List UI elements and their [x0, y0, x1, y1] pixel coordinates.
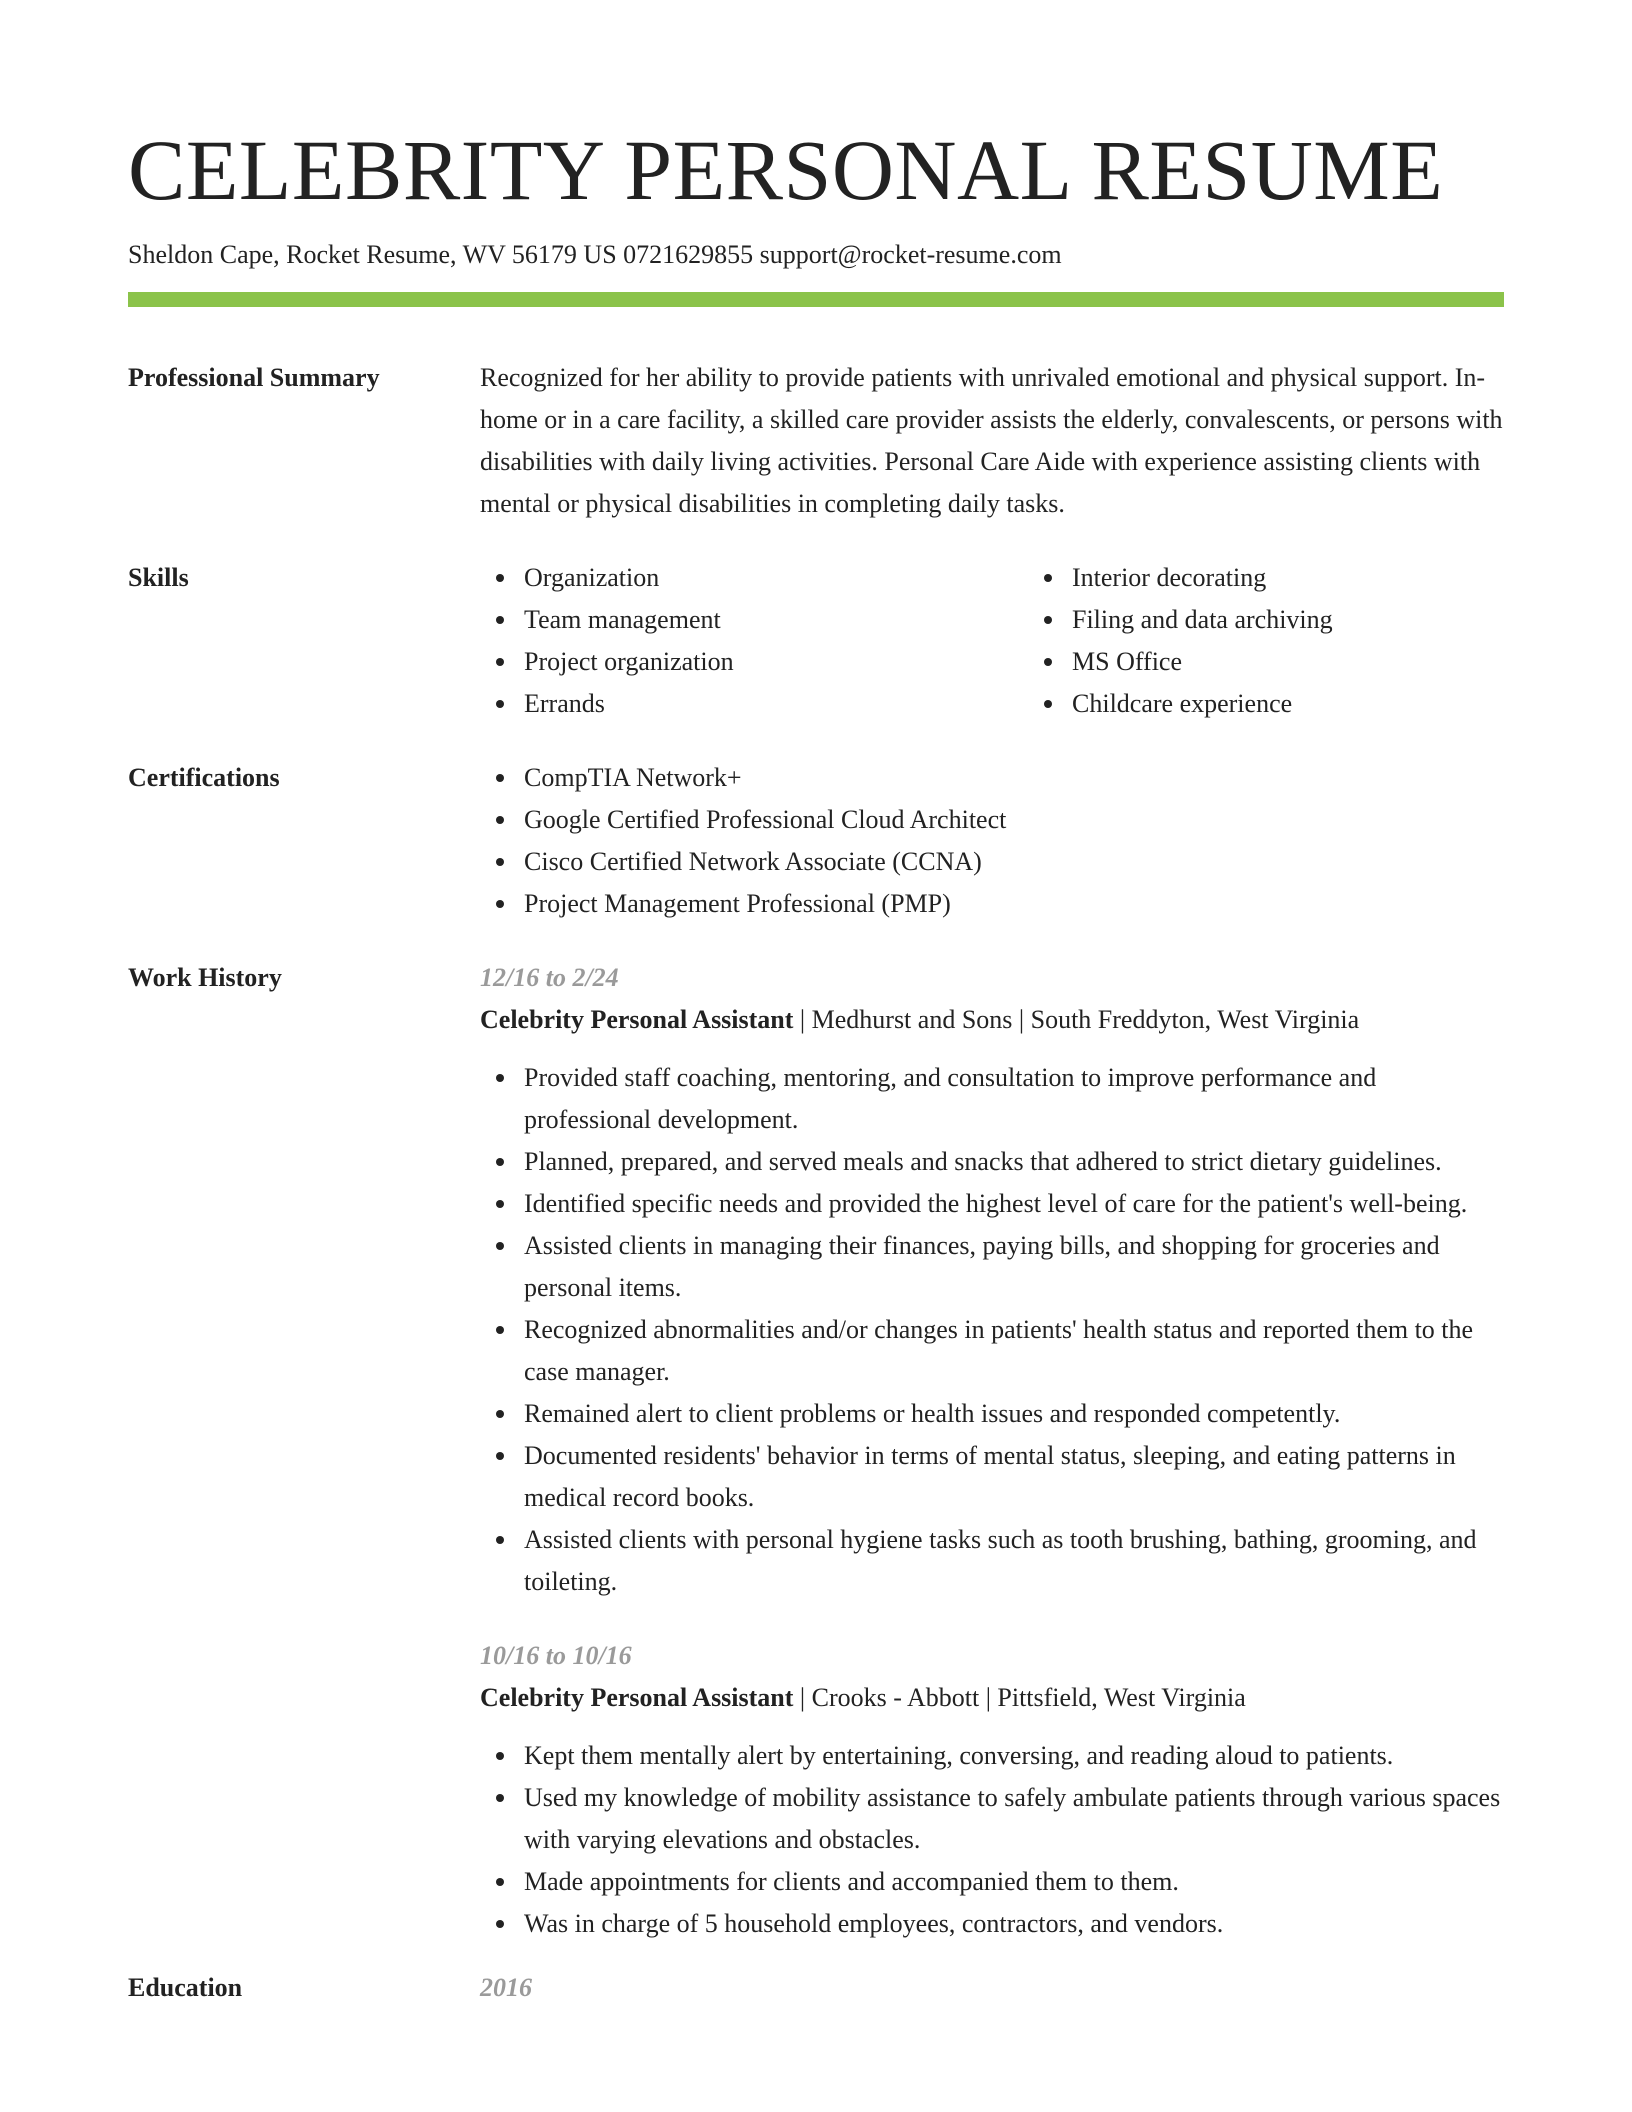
- summary-text: Recognized for her ability to provide patients with unrivaled emotional and physical support. In-home or in a care facility, a skilled care provider assists the elderly, convalescents, or persons with disabilities with daily living activities. Personal Care Aide with experience assisting clients with mental or physical disabilities in completing daily tasks.: [480, 363, 1503, 518]
- job-bullet: Was in charge of 5 household employees, contractors, and vendors.: [524, 1903, 1504, 1945]
- certification-item: CompTIA Network+: [524, 757, 1504, 799]
- section-label-skills: Skills: [128, 563, 189, 592]
- section-label-work-history: Work History: [128, 963, 282, 992]
- job-bullet: Used my knowledge of mobility assistance to safely ambulate patients through various spaces with varying elevations and obstacles.: [524, 1777, 1504, 1861]
- job-title: Celebrity Personal Assistant: [480, 1683, 794, 1712]
- job-bullet: Identified specific needs and provided the highest level of care for the patient's well-being.: [524, 1183, 1504, 1225]
- skill-item: Childcare experience: [1072, 683, 1532, 725]
- job-dates: 12/16 to 2/24: [480, 963, 619, 992]
- contact-address: Sheldon Cape, Rocket Resume, WV 56179 US: [128, 240, 617, 269]
- job-details: | Crooks - Abbott | Pittsfield, West Virginia: [793, 1683, 1246, 1712]
- job-dates: 10/16 to 10/16: [480, 1641, 632, 1670]
- skills-column-left: [480, 557, 984, 725]
- job-entry: [480, 957, 1504, 1603]
- job-bullet: Assisted clients in managing their finances, paying bills, and shopping for groceries and personal items.: [524, 1225, 1504, 1309]
- accent-divider: [128, 292, 1504, 307]
- job-bullet: Remained alert to client problems or health issues and responded competently.: [524, 1393, 1504, 1435]
- skills-column-right: [1028, 557, 1532, 725]
- skill-item: Organization: [524, 557, 984, 599]
- section-label-summary: Professional Summary: [128, 363, 380, 392]
- job-bullet: Assisted clients with personal hygiene tasks such as tooth brushing, bathing, grooming, and toileting.: [524, 1519, 1504, 1603]
- skill-item: Filing and data archiving: [1072, 599, 1532, 641]
- certification-item: Project Management Professional (PMP): [524, 883, 1504, 925]
- job-title: Celebrity Personal Assistant: [480, 1005, 794, 1034]
- certifications-body: [480, 757, 1504, 925]
- job-bullet: Recognized abnormalities and/or changes in patients' health status and reported them to the case manager.: [524, 1309, 1504, 1393]
- section-label-education: Education: [128, 1973, 243, 2002]
- job-bullet: Provided staff coaching, mentoring, and consultation to improve performance and professional development.: [524, 1057, 1504, 1141]
- skills-section: [128, 557, 1504, 725]
- work-history-body: [480, 957, 1504, 1945]
- work-history-section: [128, 957, 1504, 1945]
- skill-item: Errands: [524, 683, 984, 725]
- certifications-section: [128, 757, 1504, 925]
- certification-item: Cisco Certified Network Associate (CCNA): [524, 841, 1504, 883]
- certifications-list: [480, 757, 1504, 925]
- skill-item: Interior decorating: [1072, 557, 1532, 599]
- education-section: [128, 1967, 1504, 2009]
- skill-item: Team management: [524, 599, 984, 641]
- skill-item: Project organization: [524, 641, 984, 683]
- skill-item: MS Office: [1072, 641, 1532, 683]
- contact-email: support@rocket-resume.com: [759, 240, 1062, 269]
- certification-item: Google Certified Professional Cloud Architect: [524, 799, 1504, 841]
- contact-phone: 0721629855: [623, 240, 754, 269]
- contact-line: [128, 238, 1504, 272]
- section-label-certifications: Certifications: [128, 763, 280, 792]
- job-details: | Medhurst and Sons | South Freddyton, West Virginia: [793, 1005, 1360, 1034]
- job-bullet: Made appointments for clients and accompanied them to them.: [524, 1861, 1504, 1903]
- education-dates: 2016: [480, 1973, 532, 2002]
- summary-section: [128, 357, 1504, 525]
- job-bullet: Documented residents' behavior in terms of mental status, sleeping, and eating patterns in medical record books.: [524, 1435, 1504, 1519]
- resume-page: [128, 0, 1504, 2009]
- job-bullet: Planned, prepared, and served meals and snacks that adhered to strict dietary guidelines.: [524, 1141, 1504, 1183]
- job-entry: [480, 1635, 1504, 1945]
- job-title-line: [480, 999, 1504, 1041]
- job-title-line: [480, 1677, 1504, 1719]
- skills-grid: [480, 557, 1532, 725]
- job-bullet: Kept them mentally alert by entertaining, conversing, and reading aloud to patients.: [524, 1735, 1504, 1777]
- job-bullets: [480, 1057, 1504, 1603]
- education-body: [480, 1967, 1504, 2009]
- job-bullets: [480, 1735, 1504, 1945]
- resume-title: CELEBRITY PERSONAL RESUME: [128, 122, 1444, 218]
